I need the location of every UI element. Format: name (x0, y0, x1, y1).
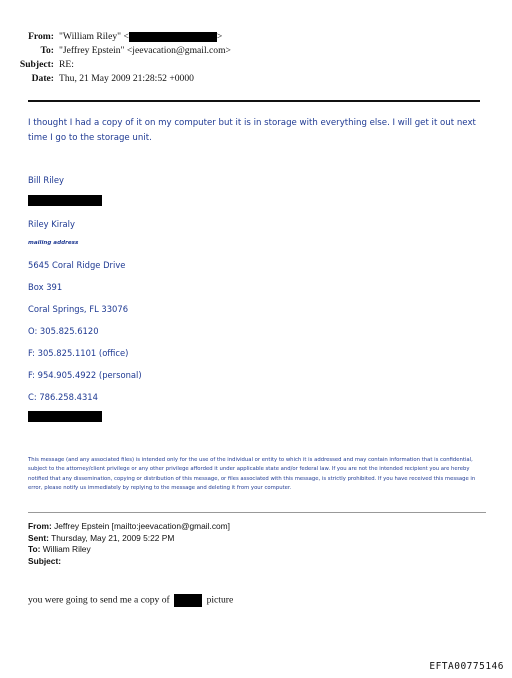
message-body: I thought I had a copy of it on my computer but it is in storage with everything else. I will get it out next time I go to the storage unit. (28, 118, 476, 143)
fwd-sent-value: Thursday, May 21, 2009 5:22 PM (51, 532, 175, 543)
fwd-to-value: William Riley (42, 544, 91, 554)
from-bracket: > (216, 31, 223, 42)
original-message (28, 594, 233, 607)
from-name: "William Riley" < (59, 31, 129, 42)
signature-office-phone: O: 305.825.6120 (28, 326, 99, 336)
forwarded-header (28, 521, 230, 567)
fwd-sent-label: Sent: (28, 532, 49, 543)
to-label: To: (40, 45, 54, 56)
original-text-before: you were going to send me a copy of (28, 594, 170, 606)
header-divider (28, 100, 480, 102)
redaction-block (28, 195, 102, 206)
fwd-from-row (28, 521, 230, 533)
header-date-row (0, 72, 512, 86)
to-value: "Jeffrey Epstein" <jeevacation@gmail.com> (59, 45, 231, 56)
signature-city: Coral Springs, FL 33076 (28, 304, 129, 314)
header-from-row (0, 30, 512, 44)
signature-street: 5645 Coral Ridge Drive (28, 260, 126, 270)
redaction-block (28, 411, 102, 422)
fwd-subject-label: Subject: (28, 555, 62, 566)
fwd-to-row (28, 544, 230, 556)
redaction-block (174, 594, 202, 607)
redaction-block (129, 32, 217, 42)
fwd-sent-row (28, 533, 230, 545)
original-text-after: picture (206, 594, 234, 606)
fwd-subject-row (28, 556, 230, 568)
forward-divider (28, 512, 486, 513)
fwd-from-value: Jeffrey Epstein [mailto:jeevacation@gmail.com] (54, 521, 230, 531)
from-value (59, 30, 222, 44)
from-label: From: (28, 31, 54, 42)
signature-name: Bill Riley (28, 175, 64, 185)
signature-fax-personal: F: 954.905.4922 (personal) (28, 370, 142, 380)
signature-mailing-label: mailing address (28, 240, 79, 246)
confidentiality-disclaimer: This message (and any associated files) is intended only for the use of the individual or entity to which it is addressed and may contain information that is confidential, subject to the attorney/client privilege or any other privilege afforded it under applicable state and/or federal law. If you are not the intended recipient you are hereby notified that any dissemination, copying or distribution of this message, or files associated with this message, is strictly prohibited. If you have received this message in error, please notify us immediately by replying to the message and deleting it from your computer. (28, 457, 476, 492)
fwd-from-label: From: (28, 521, 52, 531)
signature-box: Box 391 (28, 282, 63, 292)
date-label: Date: (31, 73, 54, 84)
bates-number: EFTA00775146 (429, 661, 504, 672)
header-to-row (0, 44, 512, 58)
subject-value: RE: (59, 59, 74, 70)
signature-company: Riley Kiraly (28, 219, 75, 229)
email-header (0, 30, 512, 86)
signature-cell: C: 786.258.4314 (28, 392, 98, 402)
fwd-to-label: To: (28, 544, 41, 554)
subject-label: Subject: (19, 59, 54, 70)
signature-fax-office: F: 305.825.1101 (office) (28, 348, 129, 358)
date-value: Thu, 21 May 2009 21:28:52 +0000 (59, 73, 194, 84)
header-subject-row (0, 58, 512, 72)
